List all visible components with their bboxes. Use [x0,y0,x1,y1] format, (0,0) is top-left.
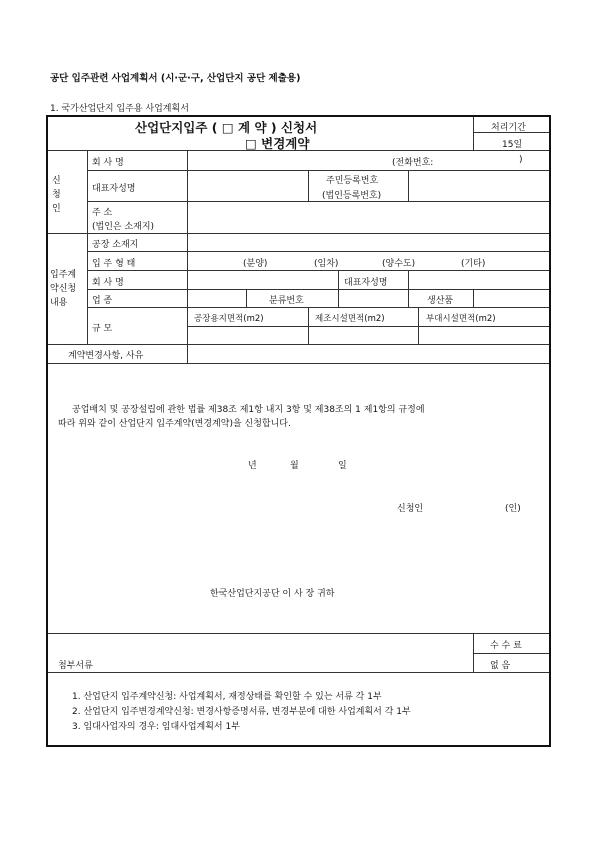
rule-resident-right [408,170,409,201]
rule-fee [473,653,549,654]
rule-change-end [48,363,549,364]
rule-scale-1 [308,307,309,344]
rule-section-col [87,150,88,344]
representative-label: 대표자성명 [92,184,136,194]
rule-type [87,270,549,271]
date-day: 일 [338,461,347,471]
details-company-label: 회 사 명 [92,278,124,288]
details-rep-label: 대표자성명 [344,278,388,288]
rule-attachment-end [48,672,549,673]
scale-label: 규 모 [92,324,113,334]
resident-number-label: 주민등록번호 [326,176,379,186]
company-name-label: 회 사 명 [92,158,124,168]
rule-applicant-end [48,233,549,234]
applicant-section-char2: 청 [52,190,61,200]
rule-company [87,170,549,171]
processing-period-value: 15일 [502,140,523,150]
scale-col-ancillary-area: 부대시설면적(m2) [426,314,496,324]
date-month: 월 [290,461,299,471]
rule-industry [87,307,549,308]
details-section-line3: 내용 [50,298,68,308]
address-label: 주 소 [92,208,113,218]
rule-scale-2 [418,307,419,344]
rule-product-right [473,289,474,307]
occupancy-type-label: 입 주 형 태 [92,259,136,269]
recipient-line: 한국산업단지공단 이 사 장 귀하 [210,589,335,599]
type-option-transfer: (양수도) [382,259,416,269]
rule-label-col [187,150,188,363]
phone-label: (전화번호: [392,158,434,168]
corporate-number-label: (법인등록번호) [322,191,382,201]
processing-period-label: 처리기간 [491,123,526,133]
phone-close: ) [519,155,523,165]
classification-label: 분류번호 [269,296,304,306]
change-reason-label: 계약변경사항, 사유 [68,351,144,361]
statement-line2: 따라 위와 같이 산업단지 입주계약(변경계약)을 신청합니다. [58,419,291,429]
rule-details-company [87,289,549,290]
rule-class-left [246,289,247,307]
industry-label: 업 종 [92,296,113,306]
type-option-lease: (임차) [314,259,339,269]
details-section-line2: 약신청 [50,284,77,294]
fee-label: 수 수 료 [490,641,522,651]
rule-rep-left [338,270,339,289]
product-label: 생산품 [427,296,454,306]
type-option-sale: (분양) [243,259,268,269]
applicant-section-char3: 인 [52,204,61,214]
rule-factory [87,251,549,252]
applicant-signature-label: 신청인 [397,504,424,514]
document-subtitle: 1. 국가산업단지 입주용 사업계획서 [50,104,189,114]
attachments-label: 첨부서류 [58,661,93,671]
rule-rep [87,201,549,202]
form-title-change: □ 변경계약 [245,136,310,151]
rule-rep-right [408,270,409,289]
rule-scale-header [187,326,549,327]
seal-label: (인) [505,504,521,514]
document-title: 공단 입주관련 사업계획서 (시·군·구, 산업단지 공단 제출용) [50,73,301,84]
form-title: 산업단지입주 ( □ 계 약 ) 신청서 [135,120,318,135]
attachment-item: 1. 산업단지 입주계약신청: 사업계획서, 재정상태를 확인할 수 있는 서류 각 1부 [72,692,382,702]
date-year: 년 [248,461,257,471]
rule-class-right [338,289,339,307]
applicant-section-char1: 신 [52,176,61,186]
attachment-item: 3. 임대사업자의 경우: 임대사업계획서 1부 [72,722,240,732]
scale-col-manufacturing-area: 제조시설면적(m2) [315,314,385,324]
rule-fee-v [473,633,474,672]
rule-processing-v [473,117,474,150]
scale-col-site-area: 공장용지면적(m2) [194,314,264,324]
rule-details-end [48,344,549,345]
statement-line1: 공업배치 및 공장설립에 관한 법률 제38조 제1항 내지 3항 및 제38조의 1 제1항의 규정에 [72,405,425,415]
attachment-item: 2. 산업단지 입주변경계약신청: 변경사항증명서류, 변경부분에 대한 사업계획서 각 1부 [72,707,411,717]
address-sublabel: (법인은 소재지) [92,222,155,232]
rule-resident-left [308,170,309,201]
type-option-other: (기타) [461,259,486,269]
details-section-line1: 입주계 [50,270,77,280]
fee-value: 없 음 [490,661,511,671]
factory-location-label: 공장 소재지 [92,240,139,250]
rule-product-left [408,289,409,307]
